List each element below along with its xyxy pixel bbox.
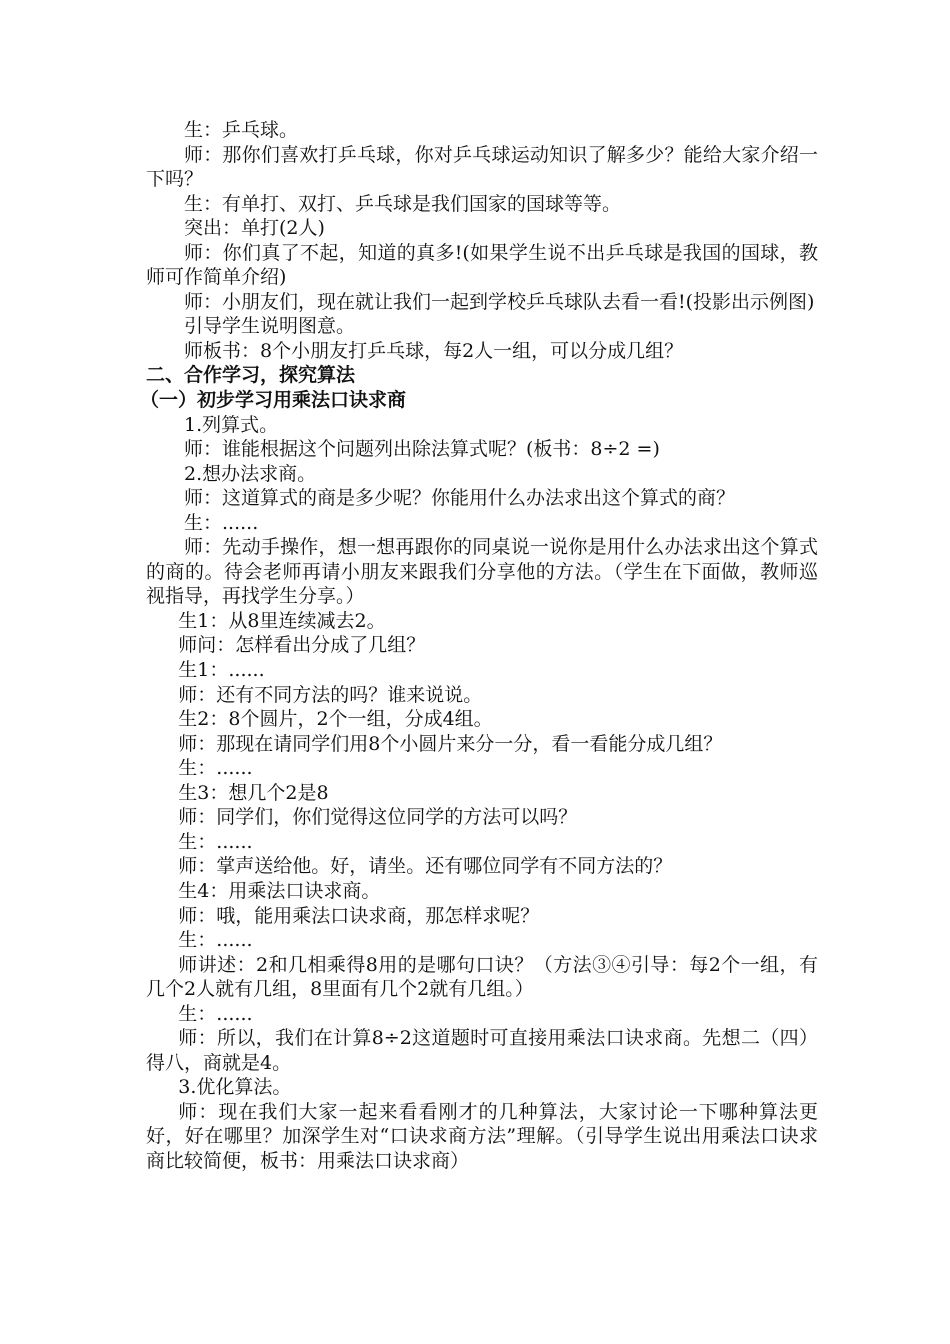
paragraph: 师：这道算式的商是多少呢？你能用什么办法求出这个算式的商？ [184, 487, 736, 510]
paragraph: 生：乒乓球。 [184, 119, 299, 141]
dialogue-line: 师：哦，能用乘法口诀求商，那怎样求呢？ [178, 904, 540, 927]
dialogue-line: 师问：怎样看出分成了几组？ [178, 634, 426, 657]
dialogue-line: 师：所以，我们在计算8÷2这道题时可直接用乘法口诀求商。先想二（四）得八，商就是4。 [146, 1027, 818, 1074]
dialogue-line: 生2：8个圆片，2个一组，分成4组。 [178, 708, 493, 731]
paragraph: 生：有单打、双打、乒乓球是我们国家的国球等等。 [184, 192, 622, 215]
paragraph: 师：先动手操作，想一想再跟你的同桌说一说你是用什么办法求出这个算式的商的。待会老师再请小朋友来跟我们分享他的方法。（学生在下面做，教师巡视指导，再找学生分享。） [146, 536, 818, 608]
dialogue-line: 生：...... [178, 929, 253, 952]
paragraph: 2.想办法求商。 [184, 462, 317, 485]
dialogue-line: 生1：从8里连续减去2。 [178, 609, 386, 632]
paragraph: 师：你们真了不起，知道的真多!(如果学生说不出乒乓球是我国的国球，教师可作简单介绍) [146, 241, 818, 289]
dialogue-line: 师：现在我们大家一起来看看刚才的几种算法，大家讨论一下哪种算法更好，好在哪里？加深学生对“口诀求商方法”理解。（引导学生说出用乘法口诀求商比较简便，板书：用乘法口诀求商） [146, 1100, 818, 1172]
paragraph: 师板书：8个小朋友打乒乓球，每2人一组，可以分成几组？ [184, 339, 684, 362]
paragraph: 师：那你们喜欢打乒乓球，你对乒乓球运动知识了解多少？能给大家介绍一下吗？ [146, 143, 818, 191]
dialogue-line: 师讲述：2和几相乘得8用的是哪句口诀？（方法③④引导：每2个一组，有几个2人就有几组，8里面有几个2就有几组。） [146, 953, 818, 1001]
paragraph: 突出：单打(2人) [184, 217, 325, 240]
dialogue-line: 师：还有不同方法的吗？谁来说说。 [178, 683, 483, 706]
dialogue-line: 师：掌声送给他。好，请坐。还有哪位同学有不同方法的？ [178, 855, 673, 878]
paragraph: 生：...... [184, 511, 259, 534]
dialogue-line: 生：...... [178, 1002, 253, 1025]
paragraph: 1.列算式。 [184, 413, 279, 436]
paragraph: 师：小朋友们，现在就让我们一起到学校乒乓球队去看一看!(投影出示例图) [184, 290, 815, 313]
paragraph: 师：谁能根据这个问题列出除法算式呢？(板书：8÷2 =) [184, 438, 660, 461]
dialogue-line: 师：那现在请同学们用8个小圆片来分一分，看一看能分成几组？ [178, 732, 723, 755]
document-body [140, 118, 818, 1174]
dialogue-line: 生1：...... [178, 659, 265, 682]
section-heading: 二、合作学习，探究算法 [146, 364, 356, 387]
subsection-heading: （一）初步学习用乘法口诀求商 [140, 389, 407, 412]
dialogue-line: 生4：用乘法口诀求商。 [178, 879, 381, 902]
dialogue-line: 师：同学们，你们觉得这位同学的方法可以吗？ [178, 806, 578, 829]
dialogue-line: 生：...... [178, 757, 253, 780]
dialogue-line: 生3：想几个2是8 [178, 781, 329, 804]
dialogue-line: 生：...... [178, 830, 253, 853]
paragraph: 引导学生说明图意。 [184, 315, 356, 338]
dialogue-line: 3.优化算法。 [178, 1076, 292, 1099]
